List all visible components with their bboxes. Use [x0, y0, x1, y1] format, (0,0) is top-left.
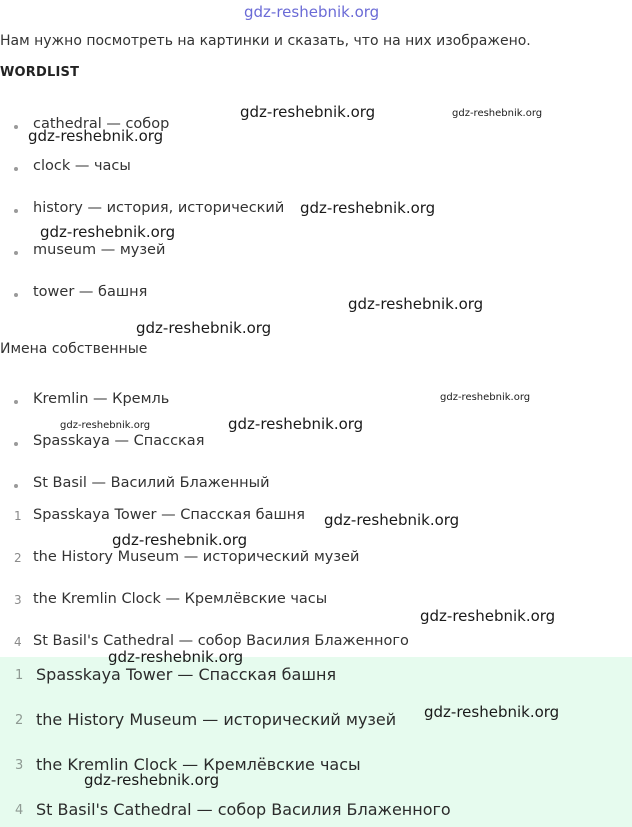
watermark: gdz-reshebnik.org [136, 319, 272, 337]
numbered-item: the History Museum — исторический музей [33, 549, 360, 565]
watermark: gdz-reshebnik.org [112, 531, 248, 549]
bullet [14, 400, 18, 404]
wordlist-heading: WORDLIST [0, 65, 80, 80]
wordlist-item-history: history — история, исторический [33, 200, 285, 216]
numbered-item: St Basil's Cathedral — собор Василия Блаженного [33, 633, 409, 649]
watermark: gdz-reshebnik.org [324, 511, 460, 529]
list-number: 2 [14, 551, 22, 565]
wordlist-item-clock: clock — часы [33, 158, 131, 174]
answer-number: 1 [15, 668, 24, 683]
bullet [14, 125, 18, 129]
bullet [14, 209, 18, 213]
list-number: 4 [14, 635, 22, 649]
watermark: gdz-reshebnik.org [84, 771, 220, 789]
bullet [14, 251, 18, 255]
watermark: gdz-reshebnik.org [452, 108, 543, 119]
watermark-top: gdz-reshebnik.org [244, 3, 380, 21]
answer-box [0, 657, 632, 827]
watermark: gdz-reshebnik.org [228, 415, 364, 433]
answer-item: Spasskaya Tower — Спасская башня [36, 665, 337, 684]
watermark: gdz-reshebnik.org [40, 223, 176, 241]
answer-item: St Basil's Cathedral — собор Василия Блаженного [36, 800, 451, 819]
watermark: gdz-reshebnik.org [28, 127, 164, 145]
proper-item-st-basil: St Basil — Василий Блаженный [33, 475, 270, 491]
list-number: 3 [14, 593, 22, 607]
proper-names-heading: Имена собственные [0, 341, 148, 357]
watermark: gdz-reshebnik.org [440, 392, 531, 403]
bullet [14, 167, 18, 171]
numbered-item: the Kremlin Clock — Кремлёвские часы [33, 591, 328, 607]
watermark: gdz-reshebnik.org [240, 103, 376, 121]
watermark: gdz-reshebnik.org [424, 703, 560, 721]
bullet [14, 442, 18, 446]
answer-item: the History Museum — исторический музей [36, 710, 397, 729]
bullet [14, 293, 18, 297]
numbered-item: Spasskaya Tower — Спасская башня [33, 507, 305, 523]
answer-number: 2 [15, 713, 24, 728]
watermark: gdz-reshebnik.org [60, 420, 151, 431]
wordlist-item-tower: tower — башня [33, 284, 148, 300]
proper-item-kremlin: Kremlin — Кремль [33, 391, 170, 407]
answer-item: the Kremlin Clock — Кремлёвские часы [36, 755, 361, 774]
answer-number: 3 [15, 758, 24, 773]
watermark: gdz-reshebnik.org [108, 648, 244, 666]
intro-text: Нам нужно посмотреть на картинки и сказать, что на них изображено. [0, 33, 531, 49]
watermark: gdz-reshebnik.org [300, 199, 436, 217]
proper-item-spasskaya: Spasskaya — Спасская [33, 433, 205, 449]
bullet [14, 484, 18, 488]
watermark: gdz-reshebnik.org [420, 607, 556, 625]
watermark: gdz-reshebnik.org [348, 295, 484, 313]
wordlist-item-museum: museum — музей [33, 242, 166, 258]
list-number: 1 [14, 509, 22, 523]
answer-number: 4 [15, 803, 24, 818]
wordlist-item-cathedral: cathedral — собор [33, 116, 170, 132]
